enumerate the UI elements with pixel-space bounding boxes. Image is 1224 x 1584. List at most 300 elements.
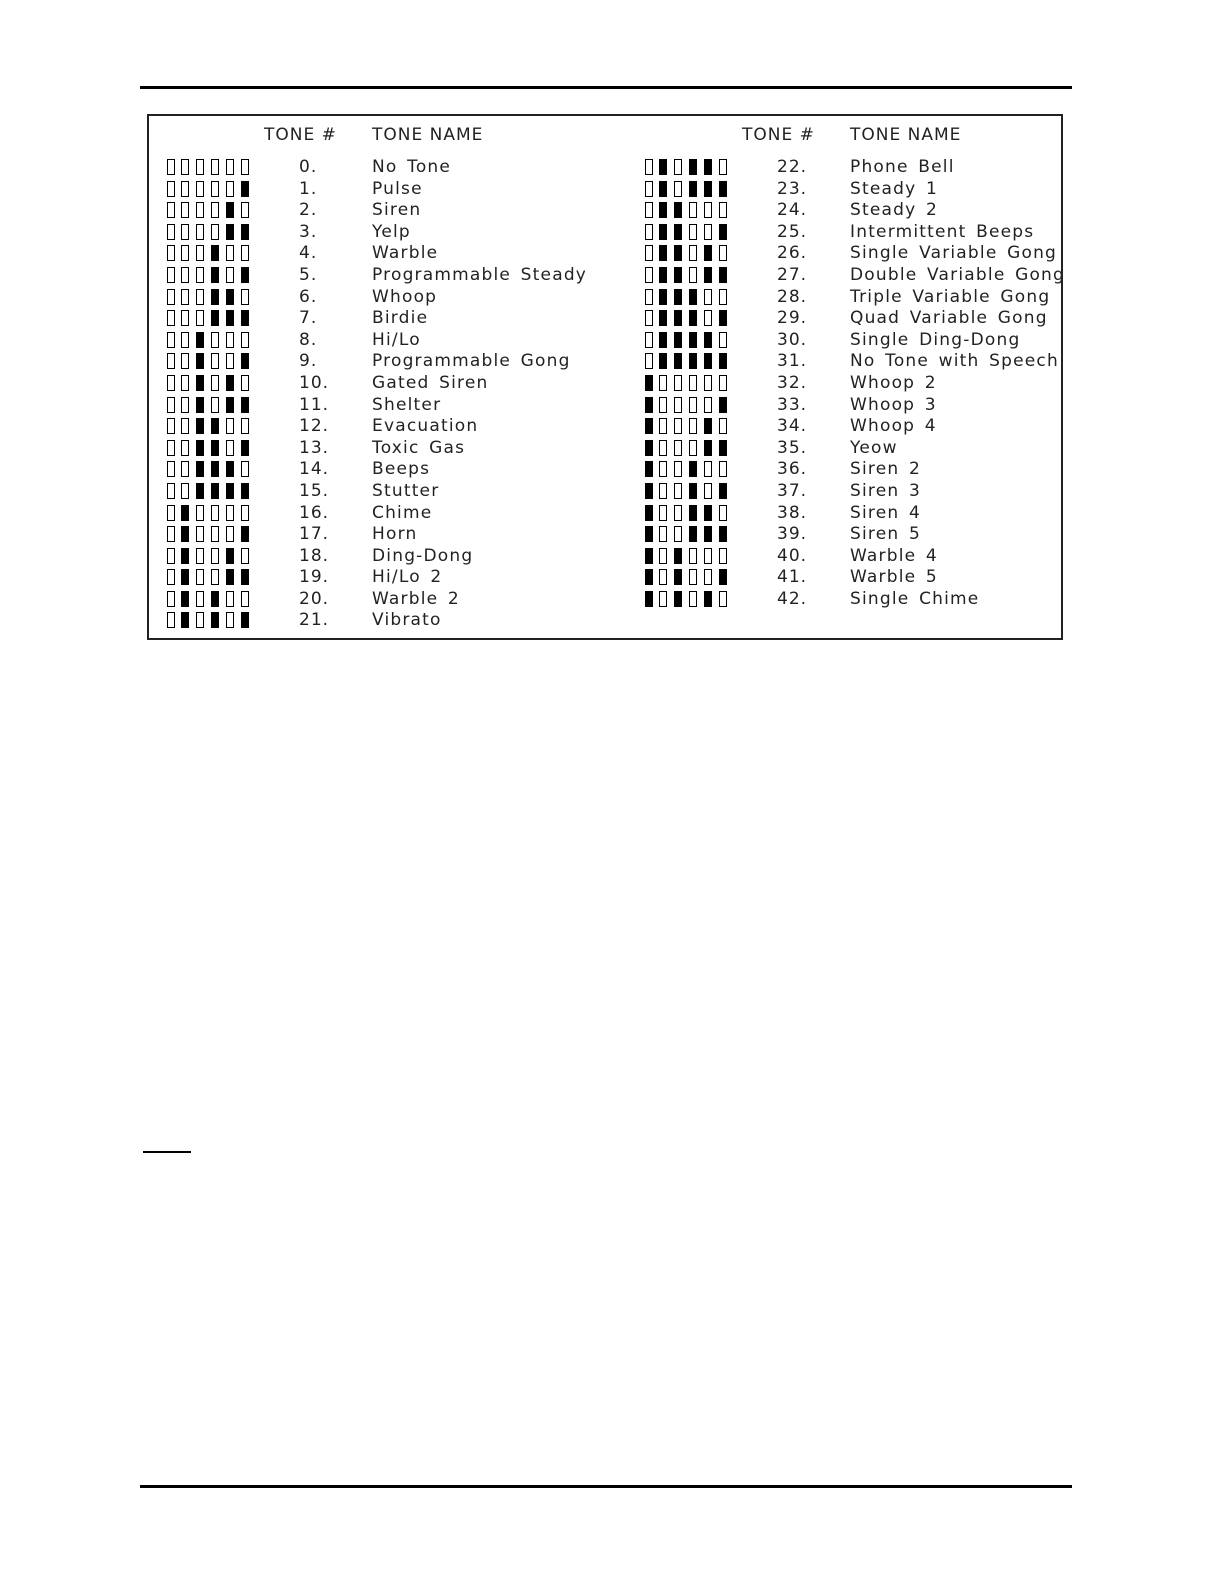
tone-number: 18. xyxy=(299,545,330,566)
tone-row xyxy=(627,330,1085,352)
tone-row xyxy=(627,243,1085,265)
switch-off xyxy=(674,375,682,391)
switch-on xyxy=(659,202,667,218)
switch-off xyxy=(704,461,712,477)
switch-off xyxy=(167,375,175,391)
switch-off xyxy=(674,461,682,477)
switch-on xyxy=(719,397,727,413)
switch-off xyxy=(659,569,667,585)
switch-off xyxy=(181,461,189,477)
tone-name: Intermittent Beeps xyxy=(850,221,1035,242)
switch-off xyxy=(196,181,204,197)
switch-on xyxy=(211,612,219,628)
switch-off xyxy=(167,612,175,628)
switch-off xyxy=(226,526,234,542)
tone-name: Phone Bell xyxy=(850,157,955,177)
tone-row xyxy=(149,179,607,201)
tone-name: Quad Variable Gong xyxy=(850,308,1048,329)
tone-row xyxy=(149,481,607,503)
switch-on xyxy=(196,353,204,369)
top-rule xyxy=(140,86,1072,89)
tone-number: 30. xyxy=(777,329,808,350)
switch-off xyxy=(167,505,175,521)
switch-on xyxy=(645,483,653,499)
tone-number: 1. xyxy=(299,178,318,199)
tone-row xyxy=(149,589,607,611)
switch-on xyxy=(674,245,682,261)
tone-name: Whoop 4 xyxy=(850,416,937,437)
switch-on xyxy=(645,591,653,607)
tone-name: Hi/Lo xyxy=(372,329,421,350)
switch-off xyxy=(226,440,234,456)
switch-off xyxy=(719,332,727,348)
dip-switch-pattern xyxy=(167,505,253,521)
tone-row xyxy=(627,351,1085,373)
tone-number: 10. xyxy=(299,372,330,393)
tone-name: Siren 2 xyxy=(850,459,921,480)
tone-row xyxy=(149,438,607,460)
switch-off xyxy=(196,289,204,305)
switch-on xyxy=(196,461,204,477)
switch-off xyxy=(226,353,234,369)
switch-on xyxy=(689,310,697,326)
switch-off xyxy=(659,375,667,391)
tone-number: 25. xyxy=(777,221,808,242)
switch-on xyxy=(704,332,712,348)
switch-off xyxy=(645,289,653,305)
switch-off xyxy=(689,224,697,240)
switch-on xyxy=(659,310,667,326)
tone-row xyxy=(627,589,1085,611)
switch-on xyxy=(719,440,727,456)
tone-name: Siren 5 xyxy=(850,524,921,545)
dip-switch-pattern xyxy=(645,397,731,413)
switch-on xyxy=(241,181,249,197)
tone-rows-left xyxy=(149,157,607,632)
tone-name: Programmable Gong xyxy=(372,351,571,372)
switch-on xyxy=(659,289,667,305)
switch-off xyxy=(226,505,234,521)
switch-off xyxy=(226,159,234,175)
tone-name: Evacuation xyxy=(372,416,479,437)
switch-off xyxy=(645,245,653,261)
tone-row xyxy=(627,287,1085,309)
switch-on xyxy=(226,375,234,391)
tone-name: Steady 1 xyxy=(850,178,939,199)
switch-on xyxy=(659,181,667,197)
dip-switch-pattern xyxy=(167,332,253,348)
dip-switch-pattern xyxy=(645,353,731,369)
switch-on xyxy=(211,245,219,261)
switch-on xyxy=(719,569,727,585)
switch-on xyxy=(704,526,712,542)
switch-on xyxy=(689,483,697,499)
dip-switch-pattern xyxy=(645,483,731,499)
switch-on xyxy=(645,569,653,585)
switch-off xyxy=(659,505,667,521)
tone-row xyxy=(627,567,1085,589)
tone-row xyxy=(149,308,607,330)
tone-name: No Tone xyxy=(372,157,452,177)
switch-on xyxy=(241,612,249,628)
tone-name: Pulse xyxy=(372,178,423,199)
tone-name: Ding-Dong xyxy=(372,545,474,566)
tone-number: 22. xyxy=(777,157,808,177)
switch-on xyxy=(181,505,189,521)
switch-off xyxy=(181,375,189,391)
switch-on xyxy=(689,353,697,369)
dip-switch-pattern xyxy=(167,548,253,564)
switch-off xyxy=(211,353,219,369)
switch-off xyxy=(704,483,712,499)
switch-on xyxy=(241,397,249,413)
switch-off xyxy=(719,418,727,434)
switch-off xyxy=(167,202,175,218)
switch-on xyxy=(226,483,234,499)
tone-name: Whoop xyxy=(372,286,438,307)
switch-on xyxy=(241,353,249,369)
switch-off xyxy=(659,418,667,434)
tone-row xyxy=(627,308,1085,330)
switch-off xyxy=(674,505,682,521)
switch-on xyxy=(719,181,727,197)
tone-name: Vibrato xyxy=(372,610,442,631)
tone-number: 19. xyxy=(299,567,330,588)
switch-off xyxy=(645,181,653,197)
tone-name: Triple Variable Gong xyxy=(850,286,1051,307)
switch-on xyxy=(211,440,219,456)
tone-number: 9. xyxy=(299,351,318,372)
switch-on xyxy=(689,332,697,348)
switch-on xyxy=(645,375,653,391)
switch-off xyxy=(181,159,189,175)
switch-off xyxy=(167,224,175,240)
switch-off xyxy=(659,483,667,499)
switch-on xyxy=(645,461,653,477)
dip-switch-pattern xyxy=(167,397,253,413)
switch-off xyxy=(674,418,682,434)
switch-off xyxy=(181,353,189,369)
tone-row xyxy=(149,265,607,287)
tone-name: Warble 5 xyxy=(850,567,938,588)
dip-switch-pattern xyxy=(645,245,731,261)
switch-on xyxy=(704,418,712,434)
switch-on xyxy=(226,397,234,413)
switch-off xyxy=(167,440,175,456)
switch-on xyxy=(196,397,204,413)
switch-on xyxy=(196,440,204,456)
dip-switch-pattern xyxy=(645,181,731,197)
switch-off xyxy=(719,461,727,477)
tone-rows-right xyxy=(627,157,1085,610)
switch-off xyxy=(196,310,204,326)
bottom-rule xyxy=(140,1485,1072,1488)
tone-number: 17. xyxy=(299,524,330,545)
switch-off xyxy=(167,397,175,413)
tone-row xyxy=(627,200,1085,222)
switch-off xyxy=(196,202,204,218)
switch-off xyxy=(196,591,204,607)
tone-number: 23. xyxy=(777,178,808,199)
switch-off xyxy=(167,245,175,261)
switch-off xyxy=(659,397,667,413)
switch-on xyxy=(181,591,189,607)
switch-off xyxy=(196,569,204,585)
tone-number: 34. xyxy=(777,416,808,437)
switch-off xyxy=(241,505,249,521)
dip-switch-pattern xyxy=(645,375,731,391)
switch-off xyxy=(181,267,189,283)
dip-switch-pattern xyxy=(167,289,253,305)
switch-on xyxy=(241,440,249,456)
switch-on xyxy=(181,548,189,564)
switch-off xyxy=(181,224,189,240)
tone-column-right xyxy=(627,116,1085,638)
tone-row xyxy=(627,481,1085,503)
switch-off xyxy=(704,224,712,240)
tone-name: Single Chime xyxy=(850,588,980,609)
switch-off xyxy=(674,526,682,542)
switch-on xyxy=(226,461,234,477)
tone-row xyxy=(149,351,607,373)
dip-switch-pattern xyxy=(645,159,731,175)
switch-off xyxy=(689,245,697,261)
switch-on xyxy=(704,181,712,197)
tone-number: 33. xyxy=(777,394,808,415)
switch-off xyxy=(167,181,175,197)
switch-on xyxy=(226,310,234,326)
dip-switch-pattern xyxy=(645,310,731,326)
switch-on xyxy=(674,224,682,240)
switch-off xyxy=(211,202,219,218)
switch-on xyxy=(689,461,697,477)
dip-switch-pattern xyxy=(645,440,731,456)
switch-on xyxy=(719,526,727,542)
tone-row xyxy=(627,459,1085,481)
tone-name: No Tone with Speech xyxy=(850,351,1059,372)
tone-name: Steady 2 xyxy=(850,200,939,221)
header-tone-number: TONE # xyxy=(264,125,337,145)
switch-off xyxy=(241,332,249,348)
tone-number: 35. xyxy=(777,437,808,458)
switch-on xyxy=(226,202,234,218)
switch-off xyxy=(211,332,219,348)
switch-off xyxy=(167,159,175,175)
switch-off xyxy=(689,202,697,218)
switch-off xyxy=(719,591,727,607)
switch-on xyxy=(704,440,712,456)
switch-off xyxy=(719,505,727,521)
switch-on xyxy=(704,245,712,261)
switch-off xyxy=(226,591,234,607)
switch-off xyxy=(689,267,697,283)
switch-on xyxy=(659,224,667,240)
tone-number: 8. xyxy=(299,329,318,350)
switch-on xyxy=(719,353,727,369)
switch-on xyxy=(689,526,697,542)
switch-on xyxy=(226,289,234,305)
tone-number: 15. xyxy=(299,480,330,501)
switch-off xyxy=(241,245,249,261)
dip-switch-pattern xyxy=(167,181,253,197)
dip-switch-pattern xyxy=(645,505,731,521)
switch-on xyxy=(226,548,234,564)
tone-row xyxy=(149,222,607,244)
switch-off xyxy=(167,289,175,305)
tone-row xyxy=(627,416,1085,438)
switch-on xyxy=(226,569,234,585)
switch-on xyxy=(689,181,697,197)
switch-off xyxy=(719,245,727,261)
switch-off xyxy=(241,202,249,218)
switch-off xyxy=(645,159,653,175)
switch-off xyxy=(241,591,249,607)
tone-row xyxy=(627,524,1085,546)
tone-row xyxy=(149,416,607,438)
switch-on xyxy=(645,440,653,456)
tone-name: Birdie xyxy=(372,308,429,329)
switch-off xyxy=(659,440,667,456)
switch-on xyxy=(659,245,667,261)
tone-row xyxy=(627,373,1085,395)
dip-switch-pattern xyxy=(645,202,731,218)
tone-row xyxy=(149,524,607,546)
switch-off xyxy=(704,569,712,585)
dip-switch-pattern xyxy=(167,245,253,261)
switch-on xyxy=(645,418,653,434)
switch-off xyxy=(181,289,189,305)
tone-number: 3. xyxy=(299,221,318,242)
dip-switch-pattern xyxy=(167,375,253,391)
switch-on xyxy=(704,267,712,283)
switch-off xyxy=(181,202,189,218)
switch-off xyxy=(167,332,175,348)
tone-row xyxy=(627,157,1085,179)
switch-off xyxy=(689,569,697,585)
switch-off xyxy=(167,418,175,434)
tone-name: Beeps xyxy=(372,459,431,480)
switch-off xyxy=(704,375,712,391)
tone-name: Warble 2 xyxy=(372,588,460,609)
switch-on xyxy=(689,289,697,305)
tone-row xyxy=(149,567,607,589)
switch-on xyxy=(241,267,249,283)
switch-off xyxy=(167,569,175,585)
switch-on xyxy=(645,526,653,542)
switch-on xyxy=(241,310,249,326)
switch-off xyxy=(719,202,727,218)
switch-off xyxy=(674,440,682,456)
switch-on xyxy=(226,224,234,240)
switch-on xyxy=(674,332,682,348)
tone-number: 26. xyxy=(777,243,808,264)
switch-off xyxy=(196,245,204,261)
tone-name: Whoop 3 xyxy=(850,394,937,415)
dip-switch-pattern xyxy=(167,483,253,499)
switch-on xyxy=(674,548,682,564)
tone-row xyxy=(627,222,1085,244)
switch-off xyxy=(241,159,249,175)
switch-on xyxy=(719,267,727,283)
tone-name: Horn xyxy=(372,524,418,545)
switch-on xyxy=(211,289,219,305)
switch-off xyxy=(659,461,667,477)
tone-row xyxy=(149,546,607,568)
tone-number: 38. xyxy=(777,502,808,523)
switch-off xyxy=(226,245,234,261)
tone-number: 11. xyxy=(299,394,330,415)
tone-number: 7. xyxy=(299,308,318,329)
dip-switch-pattern xyxy=(167,591,253,607)
dip-switch-pattern xyxy=(167,612,253,628)
switch-off xyxy=(181,418,189,434)
switch-off xyxy=(226,418,234,434)
switch-off xyxy=(211,526,219,542)
switch-off xyxy=(226,612,234,628)
tone-name: Siren 3 xyxy=(850,480,921,501)
switch-off xyxy=(167,591,175,607)
tone-row xyxy=(149,200,607,222)
header-tone-name: TONE NAME xyxy=(372,125,484,145)
switch-on xyxy=(211,310,219,326)
switch-on xyxy=(689,159,697,175)
switch-on xyxy=(689,505,697,521)
switch-off xyxy=(719,548,727,564)
dip-switch-pattern xyxy=(167,440,253,456)
switch-on xyxy=(196,332,204,348)
switch-off xyxy=(241,289,249,305)
tone-name: Warble 4 xyxy=(850,545,938,566)
switch-off xyxy=(167,483,175,499)
switch-on xyxy=(674,289,682,305)
dip-switch-pattern xyxy=(167,418,253,434)
switch-on xyxy=(704,505,712,521)
switch-off xyxy=(704,397,712,413)
note-underline xyxy=(143,1151,191,1153)
switch-off xyxy=(704,548,712,564)
tone-row xyxy=(627,438,1085,460)
switch-off xyxy=(211,181,219,197)
switch-off xyxy=(674,181,682,197)
header-tone-number: TONE # xyxy=(742,125,815,145)
tone-row xyxy=(627,503,1085,525)
dip-switch-pattern xyxy=(167,353,253,369)
switch-on xyxy=(211,483,219,499)
switch-on xyxy=(704,591,712,607)
dip-switch-pattern xyxy=(645,569,731,585)
tone-table xyxy=(147,114,1066,640)
tone-number: 40. xyxy=(777,545,808,566)
switch-off xyxy=(167,353,175,369)
switch-on xyxy=(659,267,667,283)
switch-off xyxy=(689,397,697,413)
switch-on xyxy=(674,267,682,283)
switch-off xyxy=(196,224,204,240)
switch-on xyxy=(659,159,667,175)
dip-switch-pattern xyxy=(167,267,253,283)
tone-row xyxy=(149,395,607,417)
dip-switch-pattern xyxy=(645,526,731,542)
tone-number: 4. xyxy=(299,243,318,264)
tone-name: Double Variable Gong xyxy=(850,264,1066,285)
dip-switch-pattern xyxy=(645,548,731,564)
dip-switch-pattern xyxy=(167,461,253,477)
switch-off xyxy=(241,418,249,434)
switch-off xyxy=(674,159,682,175)
tone-row xyxy=(149,330,607,352)
tone-name: Siren 4 xyxy=(850,502,921,523)
tone-row xyxy=(627,179,1085,201)
